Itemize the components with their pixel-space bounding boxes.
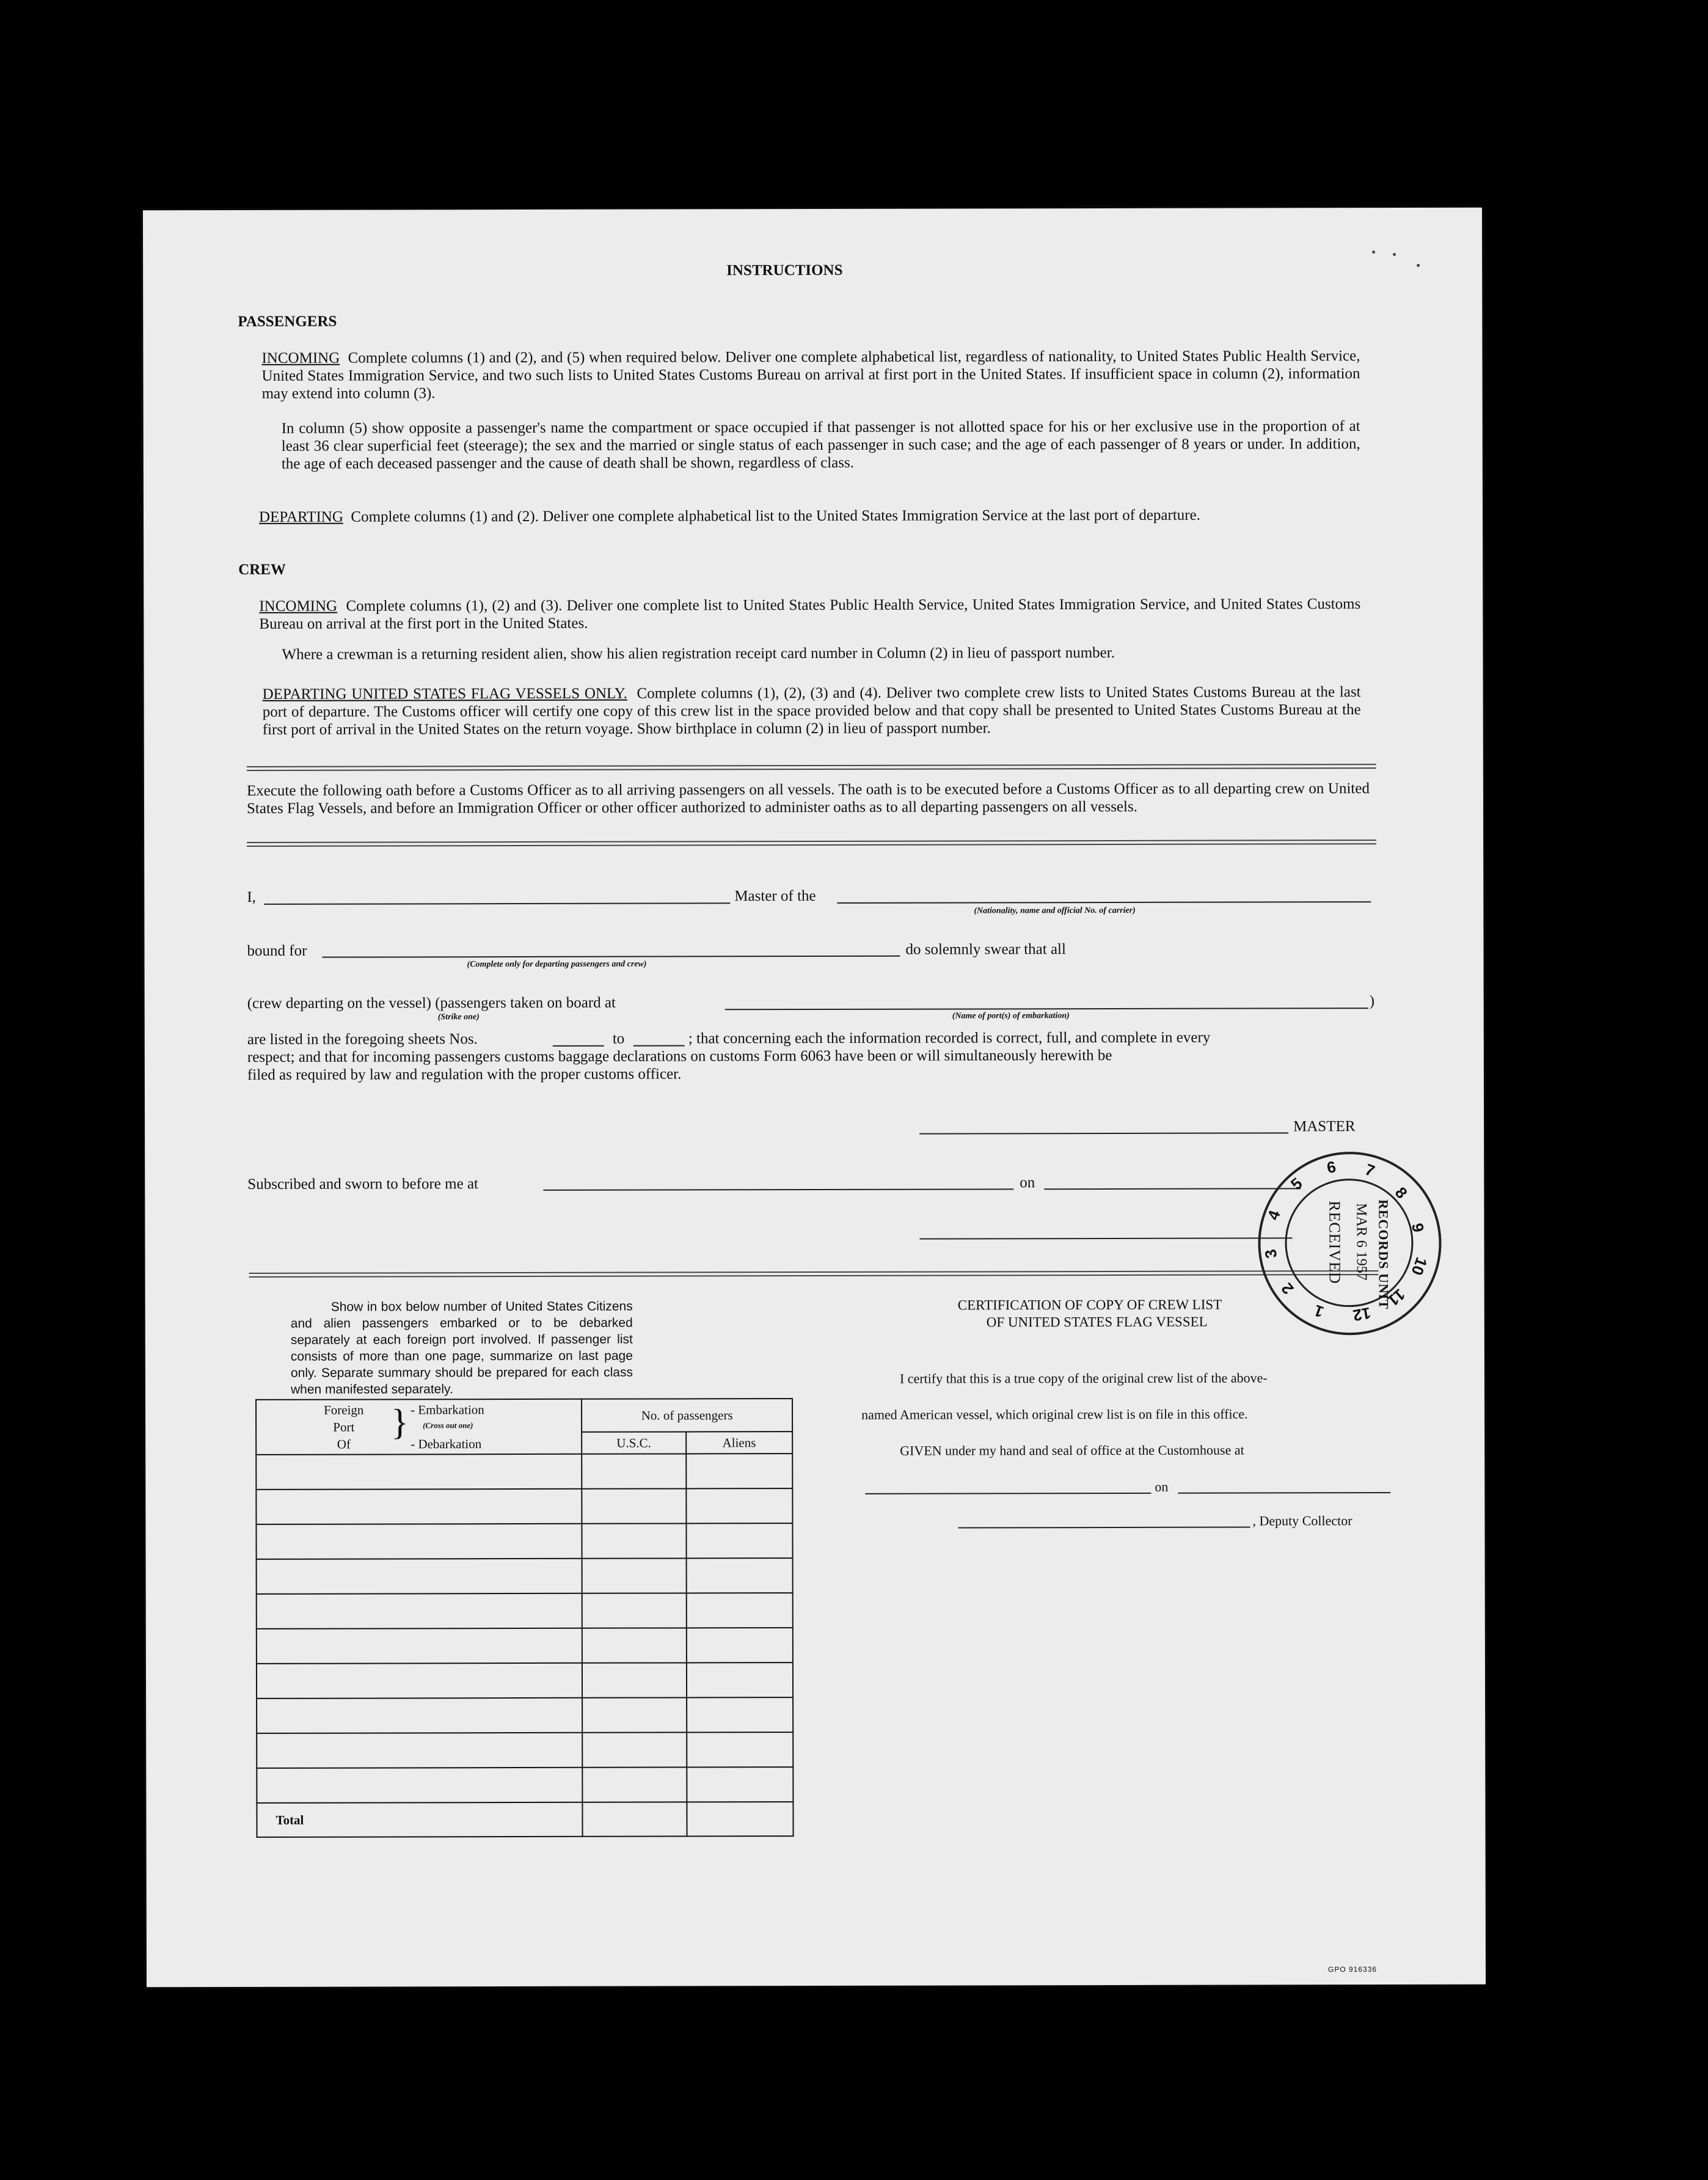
aliens-cell[interactable]: [687, 1697, 794, 1732]
sheet-to-field[interactable]: [633, 1045, 685, 1046]
crew-incoming-text: Complete columns (1), (2) and (3). Deliver one complete list to United States Public Health Service, United States Immigration Service, and United States Customs Bureau on arrival at the first port in the United States.: [259, 596, 1361, 632]
cert-title-1: CERTIFICATION OF COPY OF CREW LIST: [957, 1297, 1222, 1313]
oath-i-label: I,: [247, 888, 256, 905]
usc-cell[interactable]: [582, 1662, 686, 1697]
departing-text: Complete columns (1) and (2). Deliver one complete alphabetical list to the United States Immigration Service at the last port of departure.: [351, 507, 1200, 525]
stamp-ring-number: 11: [1384, 1286, 1409, 1311]
usc-cell[interactable]: [582, 1488, 686, 1523]
stamp-ring-number: 9: [1408, 1221, 1428, 1234]
port-cell[interactable]: [257, 1733, 582, 1768]
passengers-incoming-paragraph: [261, 347, 1360, 403]
cert-date-field[interactable]: [1178, 1492, 1390, 1494]
stamp-ring-number: 8: [1392, 1183, 1412, 1202]
summary-table: [255, 1398, 794, 1838]
listed-text: are listed in the foregoing sheets Nos.: [247, 1031, 478, 1048]
deputy-label: , Deputy Collector: [1252, 1513, 1352, 1529]
officer-signature-field[interactable]: [919, 1237, 1292, 1239]
port-cell[interactable]: [257, 1593, 582, 1629]
ports-caption: (Name of port(s) of embarkation): [952, 1011, 1070, 1021]
passengers-heading: PASSENGERS: [238, 313, 337, 330]
foreign-port-header: [256, 1399, 582, 1455]
speck: [1393, 253, 1396, 256]
deputy-signature-field[interactable]: [958, 1527, 1250, 1529]
usc-cell[interactable]: [582, 1767, 686, 1802]
foreign-port-of: [324, 1402, 364, 1453]
stamp-ring-number: 5: [1286, 1173, 1305, 1194]
master-of-label: Master of the: [734, 887, 816, 905]
port-cell[interactable]: [257, 1663, 582, 1699]
master-name-field[interactable]: [264, 902, 730, 905]
master-signature-field[interactable]: [919, 1132, 1288, 1134]
usc-cell[interactable]: [582, 1523, 686, 1558]
customhouse-field[interactable]: [865, 1493, 1151, 1494]
table-row: [257, 1628, 793, 1664]
divider: [247, 839, 1376, 847]
stamp-ring-number: 2: [1277, 1279, 1297, 1298]
port-word: Port: [333, 1419, 355, 1435]
master-label: MASTER: [1293, 1118, 1356, 1135]
cert-on-label: on: [1155, 1479, 1169, 1494]
stamp-ring-number: 1: [1312, 1301, 1326, 1322]
stamp-ring-number: 7: [1362, 1160, 1378, 1181]
divider: [247, 764, 1376, 771]
aliens-cell[interactable]: [686, 1628, 793, 1662]
aliens-cell[interactable]: [686, 1454, 793, 1488]
stamp-ring-number: 6: [1325, 1157, 1337, 1177]
table-row: [257, 1662, 793, 1699]
table-row: [257, 1558, 793, 1594]
aliens-cell[interactable]: [686, 1593, 793, 1628]
divider: [249, 1270, 1379, 1278]
stamp-month: MAR: [1353, 1203, 1370, 1237]
table-row: [256, 1454, 792, 1490]
no-passengers-header: No. of passengers: [582, 1399, 792, 1432]
received-stamp: [1258, 1152, 1442, 1336]
total-usc-cell[interactable]: [583, 1802, 687, 1836]
usc-cell[interactable]: [582, 1454, 685, 1488]
port-cell[interactable]: [257, 1768, 582, 1803]
cert-line-1: I certify that this is a true copy of the original crew list of the above-: [899, 1370, 1268, 1386]
carrier-field[interactable]: [837, 901, 1371, 904]
table-row: [257, 1767, 793, 1803]
table-row: [257, 1697, 793, 1733]
usc-cell[interactable]: [582, 1593, 686, 1628]
usc-cell[interactable]: [582, 1628, 686, 1662]
aliens-cell[interactable]: [687, 1732, 794, 1767]
crew-incoming-paragraph: [259, 595, 1360, 633]
port-cell[interactable]: [257, 1559, 582, 1594]
aliens-cell[interactable]: [686, 1488, 793, 1523]
cert-line-2: named American vessel, which original crew list is on file in this office.: [861, 1406, 1248, 1422]
cross-out-caption: (Cross out one): [423, 1421, 473, 1430]
debarkation-label: - Debarkation: [411, 1436, 482, 1452]
destination-field[interactable]: [323, 956, 900, 958]
crew-incoming-label: INCOMING: [259, 598, 338, 615]
incoming-text: Complete columns (1) and (2), and (5) when required below. Deliver one complete alphabetical list, regardless of nationality, to United States Public Health Service, United States Immigration Service, and two such lists to United States Customs Bureau on arrival at first port in the United States. If insufficient space in column (2), information may extend into column (3).: [261, 348, 1360, 402]
gpo-number: GPO 916336: [1327, 1965, 1378, 1974]
crew-departing-paragraph: [263, 683, 1361, 739]
aliens-cell[interactable]: [687, 1767, 794, 1802]
bound-for-label: bound for: [247, 942, 307, 959]
subscribed-label: Subscribed and sworn to before me at: [247, 1176, 479, 1193]
nationality-caption: (Nationality, name and official No. of carrier): [974, 905, 1136, 916]
port-cell[interactable]: [257, 1698, 582, 1733]
form-sheet: [143, 208, 1486, 1988]
crew-departing-text: Complete columns (1), (2), (3) and (4). Deliver two complete crew lists to United States Customs Bureau at the last port of departure. The Customs officer will certify one copy of this crew list in the space provided below and that copy shall be presented to United States Customs Bureau at the first port of arrival in the United States on the return voyage. Show birthplace in column (2) in lieu of passport number.: [262, 684, 1361, 738]
stamp-ring-number: 10: [1407, 1254, 1431, 1278]
usc-header: U.S.C.: [582, 1432, 685, 1454]
usc-cell[interactable]: [582, 1697, 686, 1732]
stamp-received: RECEIVED: [1326, 1201, 1344, 1284]
table-row: [256, 1488, 792, 1524]
sheet-from-field[interactable]: [553, 1045, 604, 1047]
listed-rest: ; that concerning each the information recorded is correct, full, and complete in every: [688, 1029, 1211, 1047]
speck: [1372, 251, 1375, 254]
filed-line: filed as required by law and regulation with the proper customs officer.: [247, 1066, 682, 1083]
complete-caption: (Complete only for departing passengers and crew): [467, 959, 647, 970]
cert-title-2: OF UNITED STATES FLAG VESSEL: [986, 1314, 1208, 1330]
port-cell[interactable]: [256, 1454, 582, 1490]
do-swear-label: do solemnly swear that all: [905, 941, 1066, 958]
sworn-place-field[interactable]: [543, 1188, 1013, 1191]
port-cell[interactable]: [256, 1489, 582, 1524]
stamp-ring-number: 4: [1263, 1208, 1285, 1223]
stamp-center: [1304, 1194, 1396, 1310]
stamp-day: 6: [1353, 1240, 1370, 1248]
crew-departing-label-line: (crew departing on the vessel) (passengers taken on board at: [247, 994, 616, 1012]
of-word: Of: [337, 1436, 351, 1452]
foreign-word: Foreign: [324, 1402, 364, 1417]
column5-paragraph: In column (5) show opposite a passenger's name the compartment or space occupied if that passenger is not allotted space for his or her exclusive use in the proportion of at least 36 clear superficial feet (steerage); the sex and the married or single status of each passenger in such case; and the age of each passenger of 8 years or under. In addition, the age of each deceased passenger and the cause of death shall be shown, regardless of class.: [281, 418, 1360, 472]
cert-line-3: GIVEN under my hand and seal of office at the Customhouse at: [900, 1442, 1244, 1458]
usc-cell[interactable]: [582, 1732, 686, 1767]
table-row: [256, 1523, 792, 1559]
strike-one-caption: (Strike one): [437, 1012, 480, 1022]
close-paren: ): [1369, 993, 1375, 1010]
stamp-date: [1352, 1203, 1369, 1281]
aliens-cell[interactable]: [687, 1662, 794, 1697]
departing-label: DEPARTING: [258, 508, 343, 525]
aliens-header: Aliens: [686, 1432, 792, 1454]
stamp-year: 1957: [1353, 1251, 1370, 1281]
oath-instruction: Execute the following oath before a Customs Officer as to all arriving passengers on all vessels. The oath is to be executed before a Customs Officer as to all departing crew on United States Flag Vessels, and before an Immigration Officer or other officer authorized to administer oaths as to all departing passengers on all vessels.: [246, 780, 1370, 817]
port-cell[interactable]: [257, 1628, 582, 1664]
to-label: to: [612, 1030, 625, 1047]
crew-heading: CREW: [238, 561, 286, 578]
speck: [1417, 264, 1420, 267]
usc-cell[interactable]: [582, 1558, 686, 1593]
embarkation-ports-field[interactable]: [725, 1008, 1368, 1010]
respect-line: respect; and that for incoming passengers customs baggage declarations on customs Form 6063 have been or will simultaneously herewith be: [247, 1047, 1112, 1066]
sworn-on-label: on: [1020, 1174, 1035, 1191]
total-label: Total: [257, 1802, 582, 1837]
aliens-cell[interactable]: [686, 1523, 793, 1558]
table-row: [257, 1732, 793, 1768]
summary-intro: Show in box below number of United States Citizens and alien passengers embarked or to be debarked separately at each foreign port involved. If passenger list consists of more than one page, summarize on last page only. Separate summary should be prepared for each class when manifested separately.: [290, 1299, 633, 1397]
incoming-label: INCOMING: [261, 349, 340, 367]
total-aliens-cell[interactable]: [687, 1802, 794, 1836]
crew-departing-label: DEPARTING UNITED STATES FLAG VESSELS ONLY.: [262, 685, 627, 703]
embarkation-label: - Embarkation: [411, 1402, 484, 1417]
stamp-unit: RECORDS UNIT: [1376, 1199, 1392, 1310]
crew-alien-note: Where a crewman is a returning resident alien, show his alien registration receipt card number in Column (2) in lieu of passport number.: [282, 644, 1115, 663]
port-cell[interactable]: [256, 1524, 582, 1559]
stamp-ring-number: 3: [1261, 1248, 1281, 1260]
aliens-cell[interactable]: [686, 1558, 793, 1593]
stamp-ring-number: 12: [1351, 1303, 1373, 1325]
passengers-departing-paragraph: [259, 506, 1360, 526]
brace-icon: }: [391, 1402, 409, 1443]
instructions-title: INSTRUCTIONS: [726, 262, 843, 279]
table-row: [257, 1593, 793, 1629]
